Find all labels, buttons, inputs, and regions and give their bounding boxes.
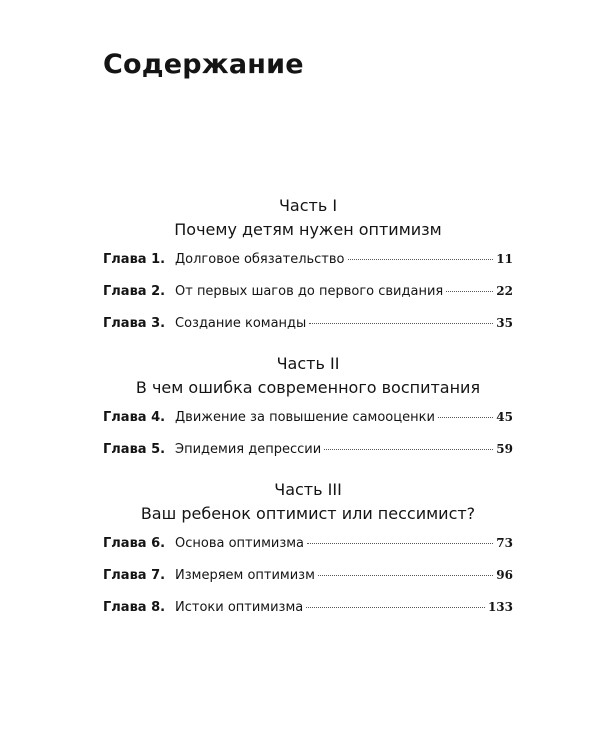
chapter-title: Долговое обязательство (175, 252, 345, 267)
page-title: Содержание (103, 49, 304, 80)
chapter-page-number: 73 (496, 536, 513, 550)
toc-entry[interactable] (103, 410, 513, 442)
dot-leader (307, 543, 493, 544)
toc-entry[interactable] (103, 568, 513, 600)
dot-leader (309, 323, 493, 324)
part-title: В чем ошибка современного воспитания (135, 378, 481, 397)
chapter-label: Глава 4. (103, 410, 166, 425)
part-3 (103, 480, 513, 632)
chapter-label: Глава 5. (103, 442, 166, 457)
chapter-page-number: 22 (496, 284, 513, 298)
chapter-label: Глава 6. (103, 536, 166, 551)
part-2 (103, 354, 513, 474)
chapter-page-number: 133 (487, 600, 513, 614)
part-1 (103, 196, 513, 348)
toc-entry[interactable] (103, 600, 513, 632)
chapter-title: От первых шагов до первого свидания (175, 284, 444, 299)
chapter-title: Движение за повышение самооценки (175, 410, 435, 425)
chapter-page-number: 59 (496, 442, 513, 456)
toc-entry[interactable] (103, 252, 513, 284)
toc-entry[interactable] (103, 316, 513, 348)
part-label: Часть II (276, 354, 340, 373)
toc-entry[interactable] (103, 536, 513, 568)
part-title: Почему детям нужен оптимизм (174, 220, 442, 239)
chapter-list (103, 536, 513, 632)
chapter-title: Эпидемия депрессии (175, 442, 322, 457)
toc-entry[interactable] (103, 442, 513, 474)
dot-leader (438, 417, 493, 418)
chapter-title: Основа оптимизма (175, 536, 305, 551)
chapter-page-number: 45 (496, 410, 513, 424)
dot-leader (306, 607, 485, 608)
chapter-title: Истоки оптимизма (175, 600, 304, 615)
part-label: Часть I (278, 196, 338, 215)
chapter-label: Глава 1. (103, 252, 166, 267)
chapter-page-number: 96 (496, 568, 513, 582)
chapter-title: Создание команды (175, 316, 307, 331)
chapter-label: Глава 8. (103, 600, 166, 615)
chapter-title: Измеряем оптимизм (175, 568, 315, 583)
chapter-label: Глава 2. (103, 284, 166, 299)
chapter-label: Глава 7. (103, 568, 166, 583)
chapter-list (103, 410, 513, 474)
dot-leader (318, 575, 493, 576)
part-label: Часть III (274, 480, 342, 499)
dot-leader (446, 291, 493, 292)
dot-leader (324, 449, 493, 450)
dot-leader (348, 259, 494, 260)
chapter-label: Глава 3. (103, 316, 166, 331)
chapter-list (103, 252, 513, 348)
chapter-page-number: 35 (496, 316, 513, 330)
part-title: Ваш ребенок оптимист или пессимист? (140, 504, 476, 523)
toc-entry[interactable] (103, 284, 513, 316)
chapter-page-number: 11 (496, 252, 513, 266)
